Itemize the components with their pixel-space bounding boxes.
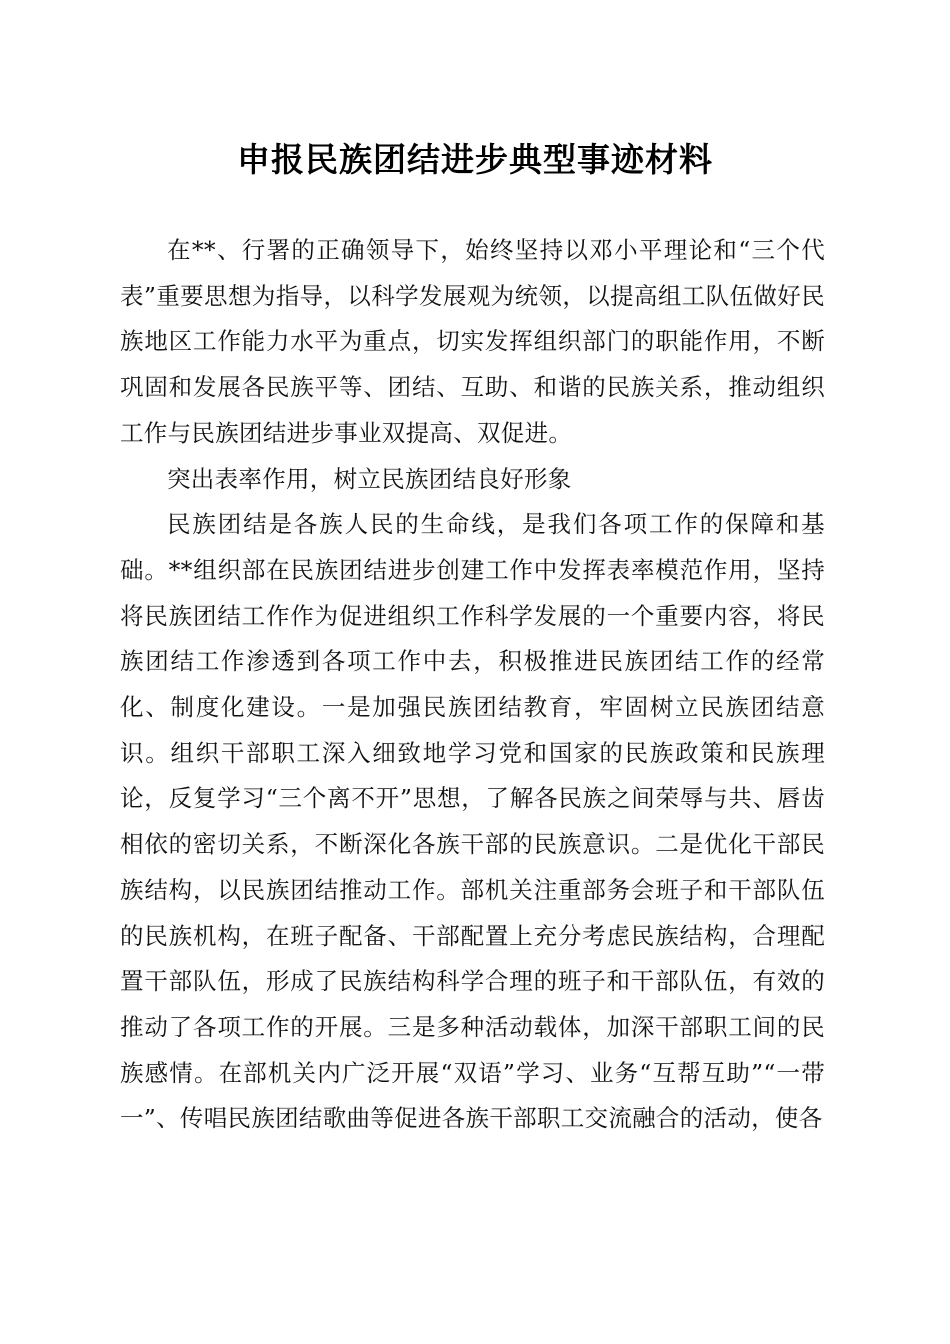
paragraph-body: 民族团结是各族人民的生命线，是我们各项工作的保障和基础。**组织部在民族团结进步创建工作中发挥表率模范作用，坚持将民族团结工作作为促进组织工作科学发展的一个重要内容，将民族团结工作渗透到各项工作中去，积极推进民族团结工作的经常化、制度化建设。一是加强民族团结教育，牢固树立民族团结意识。组织干部职工深入细致地学习党和国家的民族政策和民族理论，反复学习“三个离不开”思想，了解各民族之间荣辱与共、唇齿相依的密切关系，不断深化各族干部的民族意识。二是优化干部民族结构，以民族团结推动工作。部机关注重部务会班子和干部队伍的民族机构，在班子配备、干部配置上充分考虑民族结构，合理配置干部队伍，形成了民族结构科学合理的班子和干部队伍，有效的推动了各项工作的开展。三是多种活动载体，加深干部职工间的民族感情。在部机关内广泛开展“双语”学习、业务“互帮互助”“一带一”、传唱民族团结歌曲等促进各族干部职工交流融合的活动，使各 [120,510,825,1133]
document-title: 申报民族团结进步典型事迹材料 [237,140,713,179]
paragraph-section-heading: 突出表率作用，树立民族团结良好形象 [167,464,572,493]
document-body [120,228,825,1142]
paragraph-intro: 在**、行署的正确领导下，始终坚持以邓小平理论和“三个代表”重要思想为指导，以科学发展观为统领，以提高组工队伍做好民族地区工作能力水平为重点，切实发挥组织部门的职能作用，不断巩固和发展各民族平等、团结、互助、和谐的民族关系，推动组织工作与民族团结进步事业双提高、双促进。 [120,236,825,447]
